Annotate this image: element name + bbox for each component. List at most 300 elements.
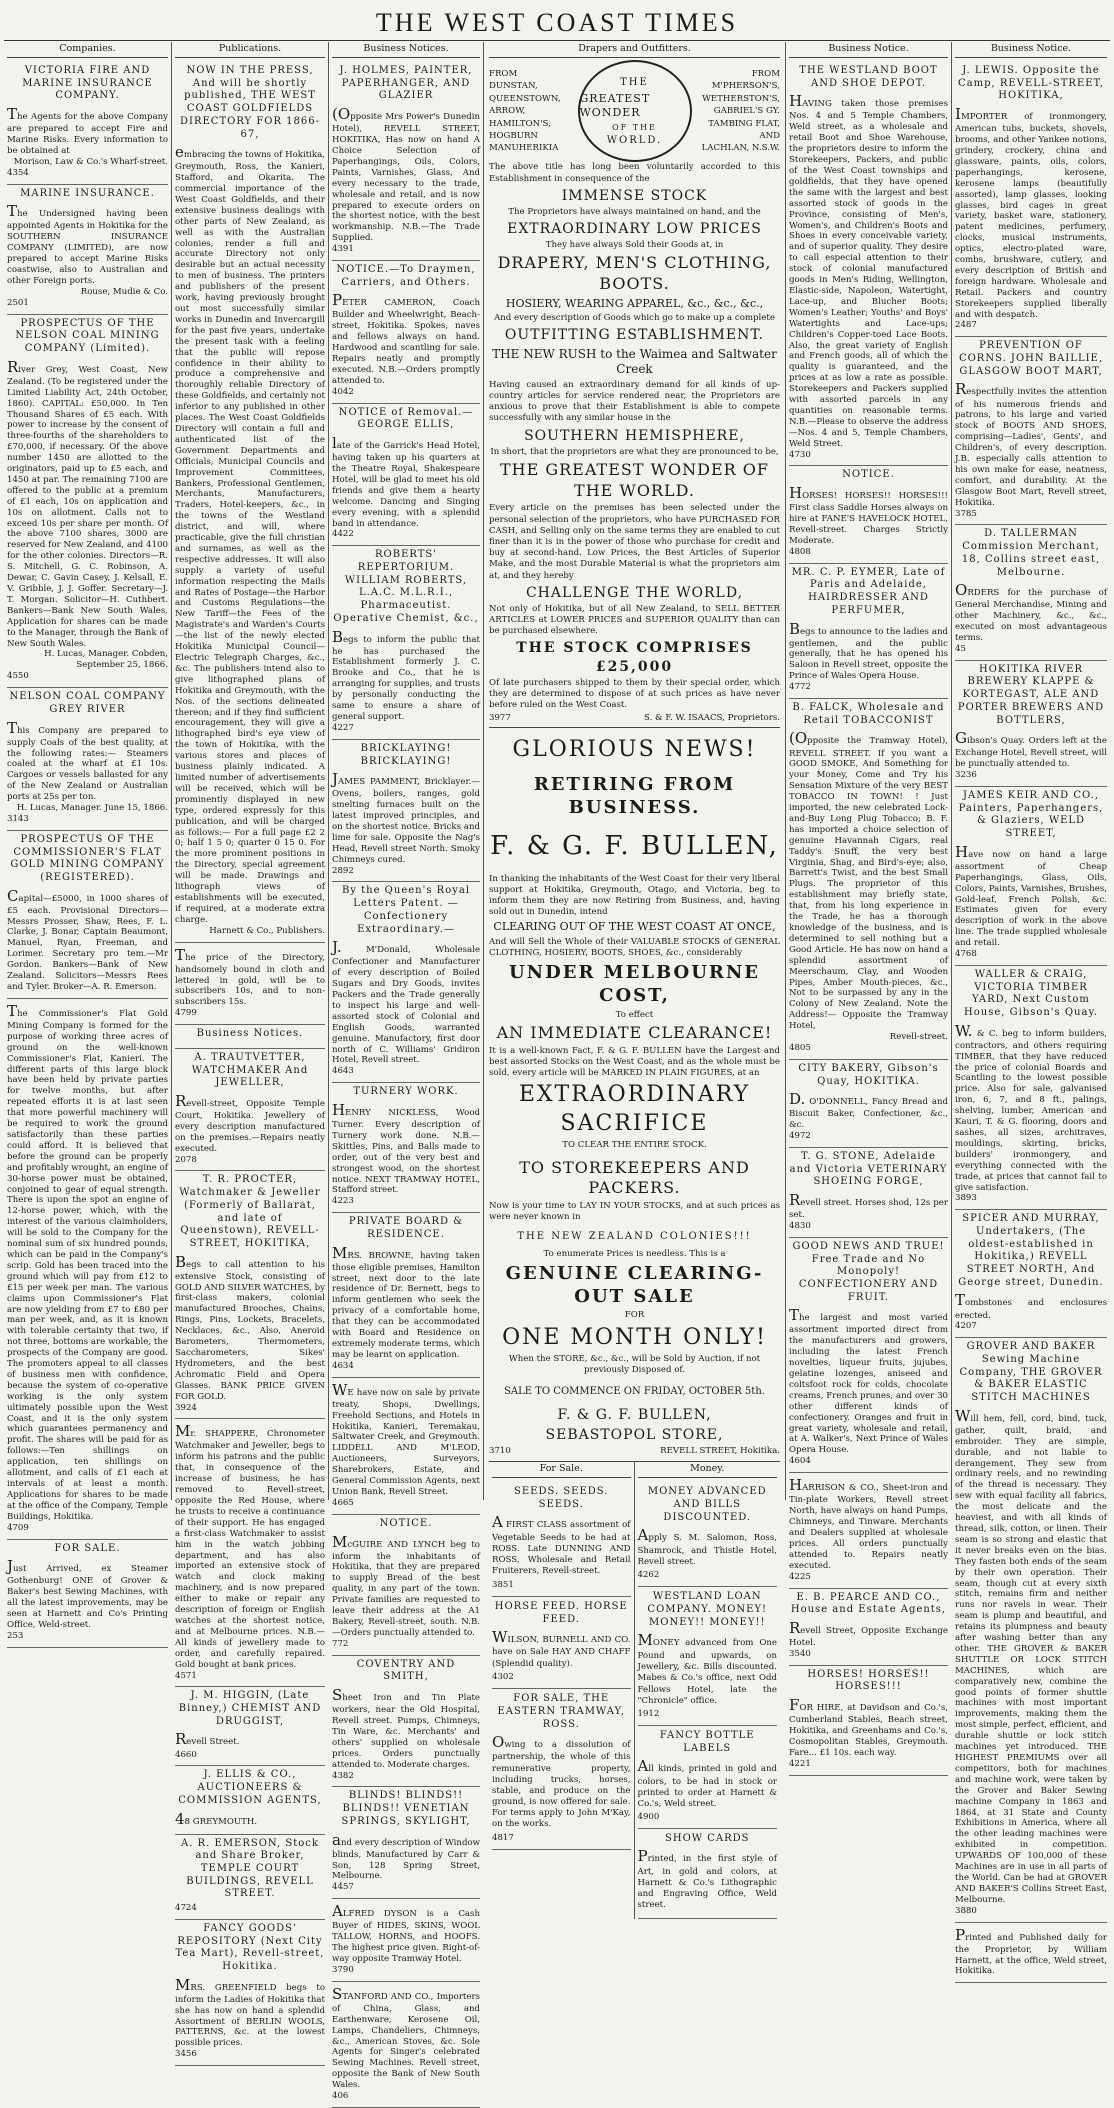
advert-number: 4972 [789, 1131, 811, 1142]
advert-body: Revell-street, Opposite Temple Court, Hokitika. Jewellery of every description manufactured on the premises.—Repairs neatly executed. [175, 1091, 325, 1154]
advert-number: 3790 [332, 1964, 354, 1975]
advert-signature: H. Lucas, Manager. June 15, 1866. [16, 803, 168, 814]
ad-headline: ONE MONTH ONLY! [502, 1324, 767, 1350]
advert-title: FOR SALE, THE EASTERN TRAMWAY, ROSS. [497, 1692, 626, 1730]
ad-text: In short, that the proprietors are what they are pronounced to be, [490, 446, 779, 457]
advert [955, 62, 1107, 337]
advert [492, 1482, 631, 1596]
ad-text: Every article on the premises has been selected under the personal selection of the proprietors, who have PURCHASED FOR CASH, and Selling only on the same terms they are enabled to cut finer than it is in the power of those who purchase for credit and buy at second-hand. Low Prices, the Best Articles of Superior Make, and the most Durable Material is what the proprietors aim at, and they hereby [489, 503, 780, 581]
advert [789, 1060, 948, 1148]
advert [332, 404, 480, 547]
advert-body: 48 GREYMOUTH. [175, 1809, 258, 1828]
advert-title: COVENTRY AND SMITH, [356, 1658, 456, 1683]
ad-headline: THE GREATEST WONDER OF THE WORLD. [499, 459, 770, 500]
advert [492, 1689, 631, 1850]
advert-body: Printed, in the first style of Art, in gold and colors, at Harnett & Co.'s Lithographic and Engraving Office, Weld street. [637, 1847, 777, 1911]
advert-body: Begs to call attention to his extensive Stock, consisting of GOLD AND SILVER WATCHES, by first-class makers, colonial manufactured Brooches, Chains, Rings, Pins, Lockets, Bracelets, Necklaces, &c., Also, Aneroid Barometers, Thermometers, Saccharometers, Sikes' Hydrometers, and the best Achromatic Field and Opera Glasses. BANK PRICE GIVEN FOR GOLD. [175, 1252, 325, 1402]
advert [955, 337, 1107, 525]
advert-number: 4302 [492, 1671, 514, 1682]
advert-number: 4223 [332, 1196, 354, 1207]
advert [955, 525, 1107, 660]
advert [955, 966, 1107, 1210]
advert [7, 62, 168, 185]
advert [332, 740, 480, 883]
advert-title: B. FALCK, Wholesale and Retail TOBACCONIST [792, 702, 945, 726]
advert-title: GROVER AND BAKER Sewing Machine Company, THE GROVER & BAKER ELASTIC STITCH MACHINES [959, 1341, 1103, 1404]
advert-body: The price of the Directory, handsomely bound in cloth and lettered in gold, will be to subscribers 10s, and to non-subscribers 15s. [175, 945, 325, 1008]
advert-number: 4799 [175, 1008, 197, 1019]
advert-title: HOKITIKA RIVER BREWERY KLAPPE & KORTEGAST, ALE AND PORTER BREWERS AND BOTTLERS, [957, 663, 1105, 726]
advert-body: MRS. BROWNE, having taken those eligible premises, Hamilton street, next door to the late residence of Dr. Bernett, begs to inform gentlemen who seek the privacy of a comfortable home, that they can be accommodated with Board and Residence on extremely moderate terms, which may be learnt on application. [332, 1243, 480, 1360]
advert-body: Printed and Published daily for the Proprietor, by William Harnett, at the office, Weld street, Hokitika. [955, 1925, 1107, 1977]
advert-body: This Company are prepared to supply Coals of the best quality, at the following rates:— Steamers coaled at the wharf at £1 10s. Cargoes or vessels ballasted for any of the New Zealand or Australian ports at 25s per ton. [7, 718, 168, 803]
place-name: GABRIEL'S GY. [713, 106, 780, 117]
advert-number: 4660 [175, 1749, 197, 1760]
advert [789, 1666, 948, 1776]
advert-number: 4604 [789, 1456, 811, 1467]
advert-body: Just Arrived, ex Steamer Gothenburg! ONE of Grover & Baker's best Sewing Machines, with all the latest improvements, may be seen at Harnett and Co's Printing Office, Weld-street. [7, 1557, 168, 1630]
advert-number: 4768 [955, 949, 977, 960]
ad-text: To enumerate Prices is needless. This is a [543, 1248, 726, 1259]
advert [789, 1238, 948, 1473]
advert-title: JAMES KEIR AND CO., Painters, Paperhangers, & Glaziers, WELD STREET, [958, 790, 1104, 840]
column-business-notices [329, 42, 484, 2102]
advert-body: ALFRED DYSON is a Cash Buyer of HIDES, SKINS, WOOL TALLOW, HORNS, and HOOFS. The highest price given. Right-of-way opposite Tramway Hotel. [332, 1902, 480, 1964]
advert-title: WESTLAND LOAN COMPANY. MONEY! MONEY!! MONEY!! [647, 1591, 768, 1629]
advert-body: A FIRST CLASS assortment of Vegetable Seeds to be had at ROSS. Late DUNNING AND ROSS, Wholesale and Retail Fruiterers, Revell-street. [492, 1513, 631, 1577]
advert [175, 1920, 325, 2066]
advert-body: Begs to announce to the ladies and gentlemen, and the public generally, that he has opened his Saloon in Revell street, opposite the Prince of Wales Opera House. [789, 619, 948, 682]
ad-headline: AN IMMEDIATE CLEARANCE! [496, 1022, 773, 1042]
ad-text: Now is your time to LAY IN YOUR STOCKS, and at such prices as were never known in [489, 1201, 780, 1223]
ad-headline: GLORIOUS NEWS! [512, 737, 757, 763]
advert-body: JAMES PAMMENT, Bricklayer.—Ovens, boilers, ranges, gold smelting furnaces built on the latest improved principles, and on the shortest notice. Bricks and lime for sale. Opposite the Nag's Head, Revell street North. Smoky Chimneys cured. [332, 770, 480, 865]
advert-title: A. R. EMERSON, Stock and Share Broker, TEMPLE COURT BUILDINGS, REVELL STREET. [181, 1837, 319, 1900]
circle-line: GREATEST WONDER [579, 91, 651, 120]
place-name: QUEENSTOWN, [489, 93, 561, 104]
advert-number: 4550 [7, 671, 29, 682]
advert [332, 1213, 480, 1377]
advert-body: River Grey, West Coast, New Zealand. (To be registered under the Limited Liability Act, 24th October, 1860). CAPITAL: £50,000. In Ten Thousand Shares of £5 each. With power to increase by the consent of three-fourths of the shareholders to £70,000, if necessary. Of the above number 1450 are allotted to the originators, paid up to £5 each, and 1450 at par. The remaining 7100 are offered to the public at a premium of £1 each, 10s on application and 10s on allotment. Calls not to exceed 10s per share per month. Of the above 7100 shares, 3000 are reserved for New Zealand, and 4100 for the other colonies. Directors—R. S. Mitchell, G. C. Robinson, A. Dewar, C. Gavin Casey, J. Kelsall, E. V. Gribble, J. J. Goffer. Secretary—J. T. Morgan. Solicitor—H. Cuthbert. Bankers—Bank New South Wales. Application for shares can be made to the Manager, through the Bank of New South Wales. [7, 357, 168, 649]
column-header: Drapers and Outfitters. [489, 42, 780, 58]
advert-number: 1912 [637, 1708, 660, 1719]
advert-number: 4830 [789, 1221, 811, 1232]
advert-title: MONEY ADVANCED AND BILLS DISCOUNTED. [647, 1486, 767, 1524]
advert-body: IMPORTER of ironmongery, American tubs, buckets, shovels, brooms, and other Yankee notions, grindery, crockery, china and glassware, paints, oils, colors, paperhangings, kerosene, kerosene lamps (beautifully assorted), lamp glasses, looking glasses, bird cages in great variety, basket ware, stationery, patent medicines, perfumery, clocks, musical instruments, optics, electro-plated ware, combs, brushware, cutlery, and every description of British and foreign hardware. Wholesale and Retail. Packers and country Storekeepers supplied liberally and with despatch. [955, 105, 1107, 320]
advert [332, 1656, 480, 1788]
ad-headline: CHALLENGE THE WORLD, [525, 584, 744, 601]
advert [789, 699, 948, 1060]
advert-body: late of the Garrick's Head Hotel, having taken up his quarters at the Theatre Royal, Shakespeare Hotel, will be glad to meet his old friends and give them a hearty welcome. Dancing and Singing every evening, with a splendid band in attendance. [332, 434, 480, 529]
advert-title: FOR SALE. [54, 1542, 121, 1554]
advert-title: PROSPECTUS OF THE NELSON COAL MINING COMPANY (Limited). [15, 317, 160, 355]
advert-title: NELSON COAL COMPANY GREY RIVER [9, 691, 166, 715]
advert-title: WALLER & CRAIG, VICTORIA TIMBER YARD, Next Custom House, Gibson's Quay. [964, 968, 1098, 1019]
advert-number: 406 [332, 2091, 349, 2102]
advert [955, 1210, 1107, 1338]
advert-number: 4634 [332, 1360, 354, 1371]
advert-number: 4724 [175, 1902, 197, 1913]
advert-body: STANFORD AND CO., Importers of China, Glass, and Earthenware, Kerosene Oil, Lamps, Chandeliers, Chimneys, &c., American Stoves, &c. Sole Agents for Singer's celebrated Sewing Machines. Revell street, opposite the Bank of New South Wales. [332, 1984, 480, 2091]
advert-title: ROBERTS' REPERTORIUM. WILLIAM ROBERTS, L.A.C. M.L.R.I., Pharmaceutist. Operative Chemist, &c., [333, 549, 479, 624]
advert-title: HORSE FEED. HORSE FEED. [494, 1600, 628, 1625]
column-header: For Sale. [492, 1462, 631, 1478]
ad-text: To effect [615, 1009, 654, 1020]
ad-headline: SALE TO COMMENCE ON FRIDAY, OCTOBER 5th. [504, 1385, 765, 1397]
advert-body: D. O'DONNELL, Fancy Bread and Biscuit Baker, Confectioner, &c., &c. [789, 1090, 948, 1131]
advert-body: (Opposite Mrs Power's Dunedin Hotel), REVELL STREET, HOKITIKA, Has now on hand A Choice Selection of Paperhangings, Oils, Colors, Paints, Varnishes, Glass, And every necessary to the trade, wholesale and retail, and is now prepared to execute orders on the shortest notice, with the best workmanship. N.B.—The Trade Supplied. [332, 105, 480, 244]
column-companies [4, 42, 172, 1641]
ad-text: The Proprietors have always maintained on hand, and the [508, 206, 761, 217]
advert-number: 4227 [332, 722, 354, 733]
advert [175, 62, 325, 943]
advert-number: 4571 [175, 1670, 197, 1681]
advert-body: WE have now on sale by private treaty, Shops, Dwellings, Freehold Sections, and Hotels in Hokitika, Kanieri, Teremakau, Saltwater Creek, and Greymouth. LIDDELL AND M'LEOD, Auctioneers, Surveyors, Sharebrokers, Estate, and General Commission Agents, next Union Bank, Revell Street. [332, 1380, 480, 1498]
advert-body: J. M'Donald, Wholesale Confectioner and Manufacturer of every description of Boiled Sugars and Dry Goods, invites Packers and the Trade generally to inspect his large and well-assorted stock of Colonial and English Goods, warranted genuine. Manufactory, first door north of C. Williams' Gridiron Hotel, Revell street. [332, 938, 480, 1066]
advert [332, 882, 480, 1083]
masthead: THE WEST COAST TIMES [375, 8, 739, 37]
advert-number: 4382 [332, 1770, 354, 1781]
column-header: Companies. [7, 42, 168, 58]
advert [7, 831, 168, 999]
ad-headline: THE NEW ZEALAND COLONIES!!! [517, 1230, 752, 1242]
advert-title: THE WESTLAND BOOT AND SHOE DEPOT. [799, 65, 938, 89]
advert-number: 4262 [637, 1570, 660, 1581]
advert-number: 4730 [789, 449, 811, 460]
advert [789, 1473, 948, 1588]
advert-body: WILSON, BURNELL AND CO. have on Sale HAY AND CHAFF (Splendid quality). [492, 1627, 631, 1669]
advert-title: FANCY BOTTLE LABELS [659, 1730, 755, 1755]
advert [332, 1899, 480, 1982]
ad-headline: UNDER MELBOURNE COST, [508, 961, 761, 1007]
ad-headline: SEBASTOPOL STORE, [545, 1426, 724, 1443]
advert [332, 1083, 480, 1213]
advert-number: 3893 [955, 1193, 977, 1204]
advert-body: MRS. GREENFIELD begs to inform the Ladies of Hokitika that she has now on hand a splendid Assortment of BERLIN WOOLS, PATTERNS, &c. at the lowest possible prices. [175, 1975, 325, 2049]
advert-number: 45 [955, 643, 966, 654]
from-list-right [694, 68, 780, 155]
advert [175, 1171, 325, 1419]
advert-body: Revell Street, Opposite Exchange Hotel. [789, 1618, 948, 1648]
advert-number: 3880 [955, 1905, 977, 1916]
advert [175, 943, 325, 1026]
ad-headline: DRAPERY, MEN'S CLOTHING, BOOTS. [497, 253, 772, 294]
place-name: HOGBURN [489, 131, 538, 142]
advert-signature: Rouse, Mudie & Co. [80, 286, 168, 297]
masthead-rule [4, 40, 1110, 41]
advert-number: 4225 [789, 1571, 811, 1582]
advert-body: Apply S. M. Salomon, Ross, Shamrock, and Thistle Hotel, Revell street. [637, 1526, 777, 1568]
advert [175, 1049, 325, 1172]
advert [7, 315, 168, 688]
advert-body: Sheet Iron and Tin Plate workers, near the Old Hospital, Revell street. Pumps, Chimneys, Tin Ware, &c. Merchants' and others' supplied on wholesale prices. Orders punctually attended to. Moderate charges. [332, 1686, 480, 1770]
advert-number: 4772 [789, 682, 811, 693]
advert-title: Business Notices. [196, 1028, 304, 1040]
ad-signature [489, 713, 780, 728]
advert [789, 1589, 948, 1666]
advert-title: E. B. PEARCE AND CO., House and Estate Agents, [790, 1591, 947, 1616]
column-business-notice-a [786, 42, 952, 1769]
advert-number: 253 [7, 1630, 24, 1641]
advert [175, 1419, 325, 1687]
advert [332, 62, 480, 261]
advert-body: FOR HIRE, at Davidson and Co.'s, Cumberland Stables, Beach street, Hokitika, and Greenhams and Co.'s, Cosmopolitan Stables, Greymouth. Fare... £1 10s. each way. [789, 1696, 948, 1758]
classified-split [489, 1461, 780, 1919]
advert-body: Owing to a dissolution of partnership, the whole of this remunerative property, including trucks, horses, stable, and produce on the ground, is now offered for sale. For terms apply to John M'Kay, on the works. [492, 1732, 631, 1830]
advert-number: 2078 [175, 1154, 197, 1165]
advert-body: and every description of Window blinds, Manufactured by Carr & Son, 128 Spring Street, Melbourne. [332, 1830, 480, 1882]
advert-body: Begs to inform the public that he has purchased the Establishment formerly J. C. Brooke and Co., that he is arranging for supplies, and trusts by personally conducting the same to ensure a share of general support. [332, 627, 480, 722]
advert [638, 1482, 778, 1587]
place-name: M'PHERSON'S, [711, 81, 780, 92]
ad-headline: RETIRING FROM BUSINESS. [533, 774, 736, 819]
advert-title: VICTORIA FIRE AND MARINE INSURANCE COMPANY. [22, 65, 153, 102]
advert-body: embracing the towns of Hokitika, Greymouth, Ross, the Kanieri, Stafford, and Okarita. The commercial importance of the West Coast Goldfields, and their extensive business dealings with other parts of New Zealand, as well as with the Australian colonies, render a full and accurate Directory not only desirable but an actual necessity to men of business. The printers and publishers of the present work, having previously brought out most successfully similar works in Dunedin and Invercargill for the past five years, undertake the present task with a feeling that the public will repose confidence in their ability to produce a comprehensive and thoroughly reliable Directory of these Goldfields, and certainly not inferior to any published in other places. The West Coast Goldfields Directory will contain a full and authenticated list of the Government Departments and Officials, Municipal Councils and Improvement Committees, Bankers, Professional Gentlemen, Merchants, Manufacturers, Traders, Hotel-keepers, &c., in the towns of the Westland district, and will, where practicable, give the full christian and surnames, as well as the respective addresses. It will also supply a variety of useful information respecting the Mails and Rates of Postage—the Harbor and Customs Regulations—the New Tariff—the Fees of the Magistrate's and Warden's Courts—the list of the newly elected Hokitika Municipal Council—Electric Telegraph Charges, &c., &c. The publishers intend also to give lithographed plans of Hokitika and Greymouth, with the Nos. of the sections delineated thereon; and if they find sufficient encouragement, they will give a lithographed bird's eye view of the town of Hokitika, with the various stores and places of business plainly indicated. A limited number of advertisements will be received, which will be prominently displayed in new type, ordered expressly for this publication, and will be charged as follows:— For a full page £2 2 0; half 1 5 0; quarter 0 15 0. For the more prominent positions in the Directory, special agreement will be made. Drawings and lithograph views of establishments will be executed, if required, at a moderate extra charge. [175, 143, 325, 925]
ad-headline: SOUTHERN HEMISPHERE, [524, 427, 745, 444]
ad-headline: OUTFITTING ESTABLISHMENT. [504, 327, 765, 344]
advert-body: HARRISON & CO., Sheet-iron and Tin-plate Workers, Revell street North, have always on hand Pumps, Chimneys, and Tinware. Merchants and Dealers supplied at wholesale prices. All orders punctually attended to. Repairs neatly executed. [789, 1476, 948, 1571]
advert-body: HAVING taken those premises Nos. 4 and 5 Temple Chambers, Weld street, as a wholesale and retail Boot and Shoe Warehouse, the proprietors desire to inform the Storekeepers, Packers, and public of the West Coast townships and goldfields, that they have opened the same with the largest and best assorted stock of goods in the Province, consisting of Men's, Women's, and Children's Boots and Shoes in every conceivable variety, and of superior quality. They desire to call especial attention to their stock of colonial manufactured goods in Men's Riding, Wellington, Elastic-side, Napoleon, Watertight, Lace-up, and Blucher Boots; Women's Leather; Youths' and Boys' Watertights and Lace-ups; Children's Copper-toed Lace Boots. Also, the great variety of English and French goods, all of which the quality is guaranteed, and the prices at as low a rate as possible. Storekeepers and Packers supplied with assorted parcels in any quantities on reasonable terms. N.B.—Please to observe the address—Nos. 4 and 5, Temple Chambers, Weld Street. [789, 92, 948, 449]
ad-headline: GENUINE CLEARING-OUT SALE [505, 1262, 764, 1308]
from-list-left [489, 68, 575, 155]
advert-number: 4808 [789, 546, 811, 557]
advert [7, 1540, 168, 1648]
advert-title: GOOD NEWS AND TRUE! Free Trade and No Monopoly! CONFECTIONERY AND FRUIT. [792, 1240, 945, 1303]
advert [332, 1515, 480, 1656]
place-name: MANUHERIKIA [489, 143, 559, 154]
advert [175, 1025, 325, 1049]
advert [175, 1687, 325, 1766]
ad-address: REVELL STREET, Hokitika. [660, 1445, 780, 1456]
advert-title: PREVENTION OF CORNS. JOHN BAILLIE, GLASGOW BOOT MART, [958, 340, 1104, 377]
advert-title: J. HOLMES, PAINTER, PAPERHANGER, AND GLAZIER [339, 65, 473, 102]
advert-body: Revell Street. [175, 1730, 240, 1749]
advert [7, 999, 168, 1540]
advert-title: J. ELLIS & CO., AUCTIONEERS & COMMISSION AGENTS, [178, 1769, 322, 1806]
ad-headline: EXTRAORDINARY LOW PRICES [507, 221, 762, 238]
advert-title: MARINE INSURANCE. [20, 187, 155, 199]
advert-title: J. LEWIS. Opposite the Camp, REVELL-STREET, HOKITIKA, [958, 65, 1104, 102]
advert-body: Will hem, fell, cord, bind, tuck, gather, quilt, braid, and embroider. They are simple, durable, and not liable to derangement. They sew from ordinary reels, and no rewinding of the thread is necessary. They sew with equal facility all fabrics, the most delicate and the heaviest, and with all kinds of thread, silk, cotton, or linen. Their seam is so strong and elastic that it never breaks even on the bias. They fasten both ends of the seam by their own operation. Their seam, though cut at every sixth stitch, remains firm and neither runs nor ravels in wear. Their seam is plump and beautiful, and retains its plumpness and beauty after washing better than any other. THE GROVER & BAKER SHUTTLE OR LOCK STITCH MACHINES, which are comparatively new, combine the good points of former shuttle machines with most important improvements, making them the most simple, perfect, efficient, and durable shuttle or lock stitch machines yet introduced. THE HIGHEST PREMIUMS over all competitors, both for machines and machine work, were taken by the Grover and Baker Sewing machine Company in 1863 and 1864, at 31 State and County Exhibitions in America, where all the other leading machines were exhibited in competition. UPWARDS OF 100,000 of these Machines are in use in all parts of the World. Can be had at GROVER AND BAKER'S Collins Street East, Melbourne. [955, 1406, 1107, 1905]
place-name: TAMBING FLAT, [708, 118, 780, 129]
column-header: Business Notice. [955, 42, 1107, 58]
circle-line: WORLD. [606, 134, 663, 146]
ad-text: And every description of Goods which go to make up a complete [494, 313, 775, 324]
advert-number: 3924 [175, 1402, 197, 1413]
advert-signature: H. Lucas, Manager. Cobden, September 25, 1866. [44, 649, 168, 671]
advert-number: 4900 [637, 1812, 660, 1823]
advert [332, 546, 480, 739]
advert-body: Gibson's Quay. Orders left at the Exchange Hotel, Revell street, will be punctually attended to. [955, 729, 1107, 770]
advert [492, 1597, 631, 1689]
column-header: Business Notices. [332, 42, 480, 58]
ad-text: The above title has long been voluntarily accorded to this Establishment in consequence of the [489, 162, 780, 184]
for-sale-column [489, 1462, 635, 1919]
ad-text: They have always Sold their Goods at, in [545, 240, 724, 251]
advert-number: 4665 [332, 1497, 354, 1508]
advert [955, 1338, 1107, 1922]
ad-signature [489, 1446, 780, 1457]
advert-number: 4817 [492, 1832, 514, 1843]
advert-title: PRIVATE BOARD & RESIDENCE. [348, 1216, 464, 1240]
advert [175, 1766, 325, 1834]
advert-body: ORDERS for the purchase of General Merchandise, Mining and other Machinery, &c., &c., executed on most advantageous terms. [955, 581, 1107, 643]
advert-number: 2501 [7, 297, 29, 308]
advert-number: 4354 [7, 167, 29, 178]
ad-text: Of late purchasers shipped to them by their special order, which they are determined to dispose of at such prices as have never before ruled on the West Coast. [489, 677, 780, 711]
advert [955, 661, 1107, 787]
advert [789, 1148, 948, 1238]
ad-headline: HOSIERY, WEARING APPAREL, &c., &c., &c., [505, 297, 764, 310]
advert [332, 1787, 480, 1899]
advert-title: D. TALLERMAN Commission Merchant, 18, Collins street east, Melbourne. [961, 528, 1101, 578]
advert-signature: Morison, Law & Co.'s Wharf-street. [13, 156, 168, 167]
ad-text: Not only of Hokitika, but of all New Zealand, to SELL BETTER ARTICLES at LOWER PRICES and SUPERIOR QUALITY than can be purchased elsewhere. [489, 603, 780, 637]
advert-title: NOTICE of Removal.—GEORGE ELLIS, [338, 406, 474, 431]
advert [789, 466, 948, 563]
advert-number: 4643 [332, 1066, 354, 1077]
ad-headline: F. & G. F. BULLEN, [557, 1406, 712, 1423]
ad-headline: EXTRAORDINARY SACRIFICE [518, 1082, 751, 1136]
advert [955, 787, 1107, 966]
advert-title: NOW IN THE PRESS, And will be shortly published, THE WEST COAST GOLDFIELDS DIRECTORY FOR 1866-67, [180, 65, 320, 140]
advert-body: The Undersigned having been appointed Agents in Hokitika for the SOUTHERN INSURANCE COMPANY (LIMITED), are now prepared to accept Marine Risks coastwise, also to Australian and other Foreign ports. [7, 202, 168, 286]
advert-title: MR. C. P. EYMER, Late of Paris and Adelaide, HAIRDRESSER AND PERFUMER, [791, 566, 946, 616]
ad-headline: IMMENSE STOCK [561, 187, 708, 204]
advert-body: Mr. SHAPPERE, Chronometer Watchmaker and Jeweller, begs to inform his patrons and the public that, in consequence of the increase of business, he has removed to Revell-street, opposite the Red House, where he trusts to receive a continuance of their support. He has engaged a first-class Watchmaker to assist him in the watch jobbing department, and has also imported an extensive stock of watch and clock making machinery, and is now prepared either to make or repair any description of foreign or English watches at the shortest notice, and at Melbourne prices. N.B.—All kinds of jewellery made to order, and carefully repaired. Gold bought at bank prices. [175, 1422, 325, 1670]
wonder-circle [578, 60, 692, 162]
advert [638, 1726, 778, 1829]
place-name: ARROW, [489, 106, 526, 117]
advert-title: T. G. STONE, Adelaide and Victoria VETERINARY SHOEING FORGE, [789, 1151, 948, 1188]
advert [789, 62, 948, 466]
advert-body: Tombstones and enclosures erected. [955, 1291, 1107, 1321]
ad-text: FOR [624, 1310, 645, 1321]
column-drapers [484, 42, 786, 1911]
advert-body: PETER CAMERON, Coach Builder and Wheelwright, Beach-street, Hokitika. Spokes, naves and fellows always on hand. Hardwood and scantling for sale. Repairs neatly and promptly executed. N.B.—Orders promptly attended to. [332, 291, 480, 386]
ad-text: TO CLEAR THE ENTIRE STOCK. [562, 1140, 707, 1151]
ad-headline: TO STOREKEEPERS AND PACKERS. [519, 1157, 750, 1198]
advert-number: 3540 [789, 1648, 811, 1659]
advert [332, 1378, 480, 1515]
advert-title: BLINDS! BLINDS!! BLINDS!! VENETIAN SPRINGS, SKYLIGHT, [341, 1790, 471, 1827]
advert-body: HENRY NICKLESS, Wood Turner. Every description of Turnery work done. N.B.—Skittles, Pins, and Balls made to order, out of the very best and strongest wood, on the shortest notice. NEXT TRAMWAY HOTEL, Stafford street. [332, 1100, 480, 1196]
advert-title: By the Queen's Royal Letters Patent. —Confectionery Extraordinary.— [341, 885, 471, 935]
advert-body: McGUIRE AND LYNCH beg to inform the inhabitants of Hokitika, that they are prepared to supply Bread of the best quality, in any part of the town. Private families are requested to leave their address at the A1 Bakery, Revell-street, south. N.B.—Orders punctually attended to. [332, 1532, 480, 1638]
money-column [635, 1462, 781, 1919]
advert-number: 4457 [332, 1882, 354, 1893]
place-name: DUNSTAN, [489, 81, 538, 92]
advert-title: NOTICE.—To Draymen, Carriers, and Others. [336, 264, 476, 288]
place-name: LACHLAN, N.S.W. [701, 143, 780, 154]
ad-text: In thanking the inhabitants of the West Coast for their very liberal support at Hokitika, Greymouth, Otago, and Victoria, beg to inform them they are now Retiring from Business, and, having sold out in Dunedin, intend [489, 873, 780, 918]
advert [7, 688, 168, 831]
advert [638, 1829, 778, 1919]
advert-number: 4042 [332, 386, 354, 397]
advert-body: MONEY advanced from One Pound and upwards, on Jewellery, &c. Bills discounted. Mabes & Co.'s office, next Odd Fellows Hotel, late the "Chronicle" office. [637, 1631, 777, 1706]
advert-title: SHOW CARDS [665, 1833, 750, 1845]
advert-number: 4422 [332, 529, 354, 540]
advert [638, 1587, 778, 1726]
advert-number: 3236 [955, 770, 977, 781]
ad-text: When the STORE, &c., &c., will be Sold by Auction, if not previously Disposed of. [508, 1354, 761, 1376]
advert-title: FANCY GOODS' REPOSITORY (Next City Tea Mart), Revell-street, Hokitika. [175, 1922, 325, 1972]
advert-number: 2487 [955, 320, 977, 331]
advert-body: All kinds, printed in gold and colors, to be had in stock or printed to order at Harnett & Co.'s, Weld street. [637, 1757, 777, 1809]
advert-number: 3785 [955, 508, 977, 519]
advert-number: 772 [332, 1638, 349, 1649]
greatest-wonder-banner [489, 62, 780, 160]
ad-text: And will Sell the Whole of their VALUABLE STOCKS of GENERAL CLOTHING, HOSIERY, BOOTS, SHOES, &c., considerably [489, 936, 780, 958]
advert-body: Capital—£5000, in 1000 shares of £5 each. Provisional Directors—Messrs Prosser, Shaw, Rees, F. L. Clarke, J. Bonar, Captain Beaumont, Manuel, Ryan, Freeman, and Lorimer. Secretary pro tem.—Mr Gordon. Bankers—Bank of New Zealand. Solicitors—Messrs Rees and Tyler. Broker—A. R. Emerson. [7, 886, 168, 992]
advert-number: 4391 [332, 244, 354, 255]
place-name: WETHERSTON'S, [702, 93, 780, 104]
column-header: Money. [638, 1462, 778, 1478]
advert-title: BRICKLAYING! BRICKLAYING! [360, 742, 452, 767]
ad-text: Having caused an extraordinary demand for all kinds of up-country articles for service rendered near, the Proprietors are anxious to prove that their Establishment is able to compete successfully with any similar house in the [489, 379, 780, 424]
place-name: FROM [489, 68, 518, 79]
advert [7, 185, 168, 315]
column-publications [172, 42, 329, 2060]
column-business-notice-b [952, 42, 1110, 1977]
ad-headline: THE NEW RUSH to the Waimea and Saltwater Creek [492, 346, 777, 377]
ad-signer: S. & F. W. ISAACS, Proprietors. [643, 713, 780, 724]
advert-title: TURNERY WORK. [353, 1086, 459, 1098]
advert-title: J. M. HIGGIN, (Late Binney,) CHEMIST AND DRUGGIST, [178, 1690, 322, 1727]
advert-signature: Harnett & Co., Publishers. [209, 925, 325, 936]
circle-line: OF THE [612, 123, 657, 133]
advert-title: PROSPECTUS OF THE COMMISSIONER'S FLAT GOLD MINING COMPANY (REGISTERED). [10, 833, 165, 883]
ad-headline: CLEARING OUT OF THE WEST COAST AT ONCE, [493, 920, 776, 934]
advert-title: T. R. PROCTER, Watchmaker & Jeweller (Formerly of Ballarat, and late of Queenstown), REVELL-STREET, HOKITIKA, [179, 1174, 321, 1249]
advert-title: NOTICE. [842, 469, 895, 481]
advert-body: The Agents for the above Company are prepared to accept Fire and Marine Risks. Every information to be obtained at [7, 105, 168, 156]
column-header: Publications. [175, 42, 325, 58]
advert-body: HORSES! HORSES!! HORSES!!! First class Saddle Horses always on hire at FANE'S HAVELOCK HOTEL, Revell-street. Charges Strictly Moderate. [789, 484, 948, 546]
advert-number: 4709 [7, 1522, 29, 1533]
place-name: HAMILTON'S, [489, 118, 551, 129]
advert [332, 261, 480, 404]
place-name: FROM [751, 68, 780, 79]
column-header: Business Notice. [789, 42, 948, 58]
ad-number: 3977 [489, 713, 511, 724]
advert-number: 4805 [789, 1042, 811, 1053]
advert-number: 3143 [7, 813, 29, 824]
advert-title: SEEDS. SEEDS. SEEDS. [514, 1486, 609, 1511]
advert-body: Have now on hand a large assortment of Cheap Paperhangings, Glass, Oils, Colors, Paints, Varnishes, Brushes, Gold-leaf, French Polish, &c. Estimates given for every description of work in the above line. The trade supplied wholesale and retail. [955, 842, 1107, 949]
circle-line: THE [620, 76, 649, 88]
advert-title: SPICER AND MURRAY, Undertakers, (The oldest-established in Hokitika,) REVELL STREET NORTH, And George street, Dunedin. [958, 1213, 1104, 1288]
advert-title: CITY BAKERY, Gibson's Quay, HOKITIKA. [798, 1062, 939, 1087]
advert [332, 1982, 480, 2108]
advert-number: 4207 [955, 1321, 977, 1332]
advert-body: Respectfully invites the attention of his numerous friends and patrons, to his large and varied stock of BOOTS AND SHOES, comprising—Ladies', Gents', and Children's, of every description. J.B. especially calls attention to his own make for ease, neatness, comfort, and durability. At the Glasgow Boot Mart, Revell street, Hokitika. [955, 380, 1107, 508]
advert-number: 2892 [332, 865, 354, 876]
place-name: AND [759, 131, 780, 142]
ad-headline: THE STOCK COMPRISES £25,000 [516, 640, 753, 675]
advert-title: A. TRAUTVETTER, WATCHMAKER And JEWELLER, [191, 1051, 309, 1089]
advert-number: 4221 [789, 1758, 811, 1769]
ad-headline: F. & G. F. BULLEN, [490, 830, 779, 861]
advert [789, 564, 948, 699]
ad-number: 3710 [489, 1445, 511, 1456]
advert-body: (Opposite the Tramway Hotel), REVELL STREET. If you want a GOOD SMOKE, And Something for your Money, Come and Try his Sensation Mixture of the very BEST TOBACCO IN TOWN! ! Just imported, the new celebrated Lock-and-Buy Long Plug Tobacco; B. F. has imported a choice selection of genuine Havannah Cigars, real Taddy's Snuff, the very best Virginia, Shag, and Bird's-eye; also, Barrett's Twist, and the best Small Plugs. The proprietor of this establishment may briefly state, that, from his long experience in the Trade, he has a thorough knowledge of the business, and is determined to sell nothing but a Good Article. He has now on hand a splendid assortment of Meerschaum, Clay, and Wooden Pipes, Amber Mouth-pieces, &c., Not to be surpassed by any in the Colony of New Zealand. Note the Address!— Opposite the Tramway Hotel, [789, 729, 948, 1032]
advert [955, 1923, 1107, 1984]
advert-number: 3456 [175, 2049, 197, 2060]
advert-title: HORSES! HORSES!! HORSES!!! [807, 1668, 930, 1693]
advert [175, 1835, 325, 1920]
advert-title: NOTICE. [379, 1517, 433, 1529]
